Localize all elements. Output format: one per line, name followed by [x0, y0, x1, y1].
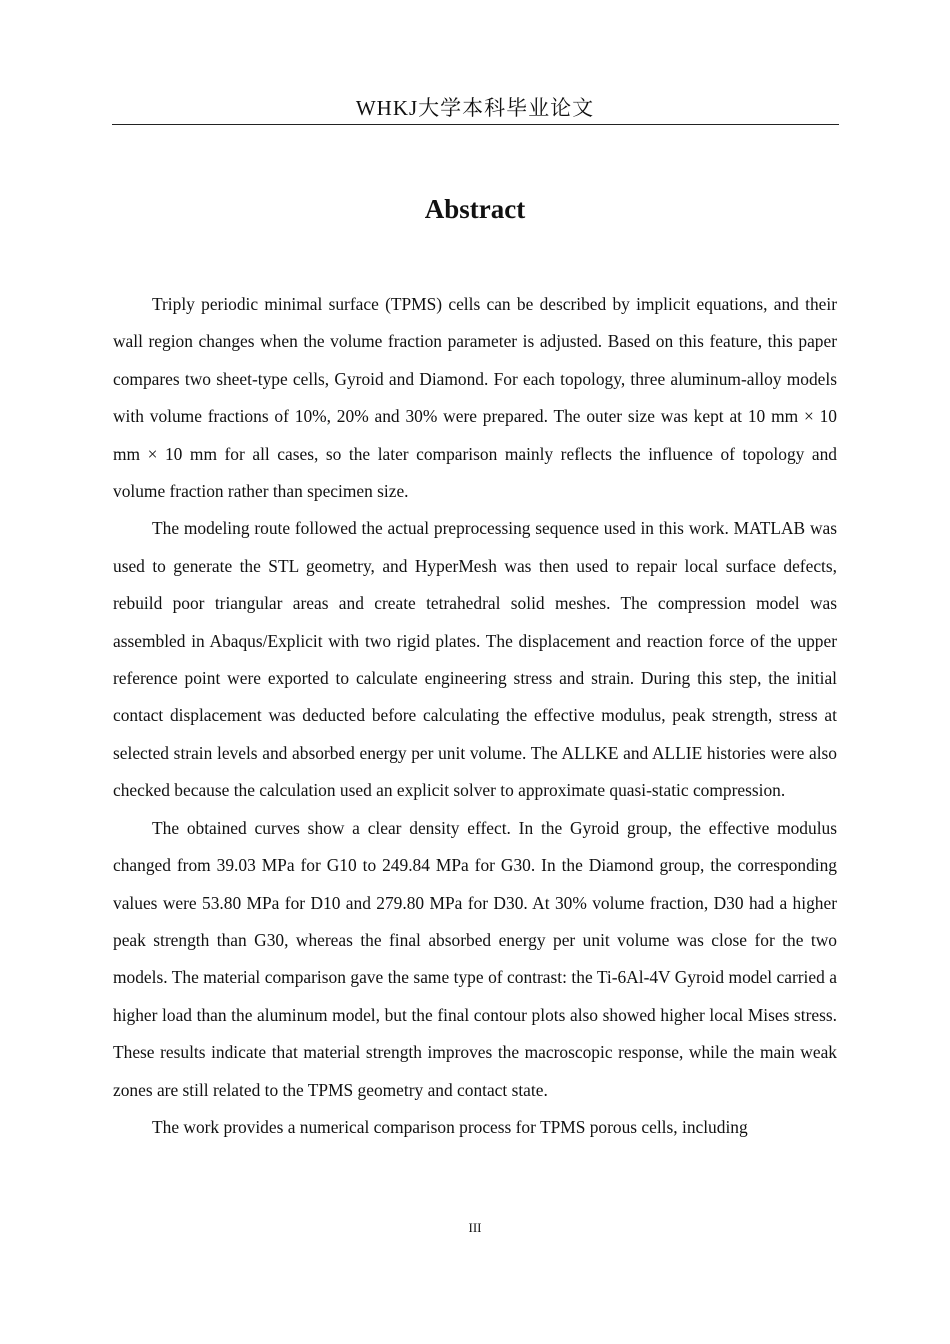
abstract-title: Abstract [424, 194, 526, 224]
header-divider [112, 124, 839, 125]
page-number: III [468, 1220, 482, 1235]
paragraph-1: Triply periodic minimal surface (TPMS) cells can be described by implicit equations, and their wall region changes when the volume fraction parameter is adjusted. Based on this feature, this paper compares two sheet-type cells, Gyroid and Diamond. For each topology, three aluminum-alloy models with volume fractions of 10%, 20% and 30% were prepared. The outer size was kept at 10 mm × 10 mm × 10 mm for all cases, so the later comparison mainly reflects the influence of topology and volume fraction rather than specimen size. [113, 294, 837, 502]
paragraph-4: The work provides a numerical comparison process for TPMS porous cells, including [152, 1116, 748, 1137]
abstract-body [113, 286, 837, 1146]
paragraph-2: The modeling route followed the actual preprocessing sequence used in this work. MATLAB was used to generate the STL geometry, and HyperMesh was then used to repair local surface defects, rebuild poor triangular areas and create tetrahedral solid meshes. The compression model was assembled in Abaqus/Explicit with two rigid plates. The displacement and reaction force of the upper reference point were exported to calculate engineering stress and strain. During this step, the initial contact displacement was deducted before calculating the effective modulus, peak strength, stress at selected strain levels and absorbed energy per unit volume. The ALLKE and ALLIE histories were also checked because the calculation used an explicit solver to approximate quasi-static compression. [113, 518, 837, 801]
paragraph-3: The obtained curves show a clear density effect. In the Gyroid group, the effective modulus changed from 39.03 MPa for G10 to 249.84 MPa for G30. In the Diamond group, the corresponding values were 53.80 MPa for D10 and 279.80 MPa for D30. At 30% volume fraction, D30 had a higher peak strength than G30, whereas the final absorbed energy per unit volume was close for the two models. The material comparison gave the same type of contrast: the Ti-6Al-4V Gyroid model carried a higher load than the aluminum model, but the final contour plots also showed higher local Mises stress. These results indicate that material strength improves the macroscopic response, while the main weak zones are still related to the TPMS geometry and contact state. [113, 817, 837, 1100]
running-header: WHKJ大学本科毕业论文 [355, 96, 595, 120]
